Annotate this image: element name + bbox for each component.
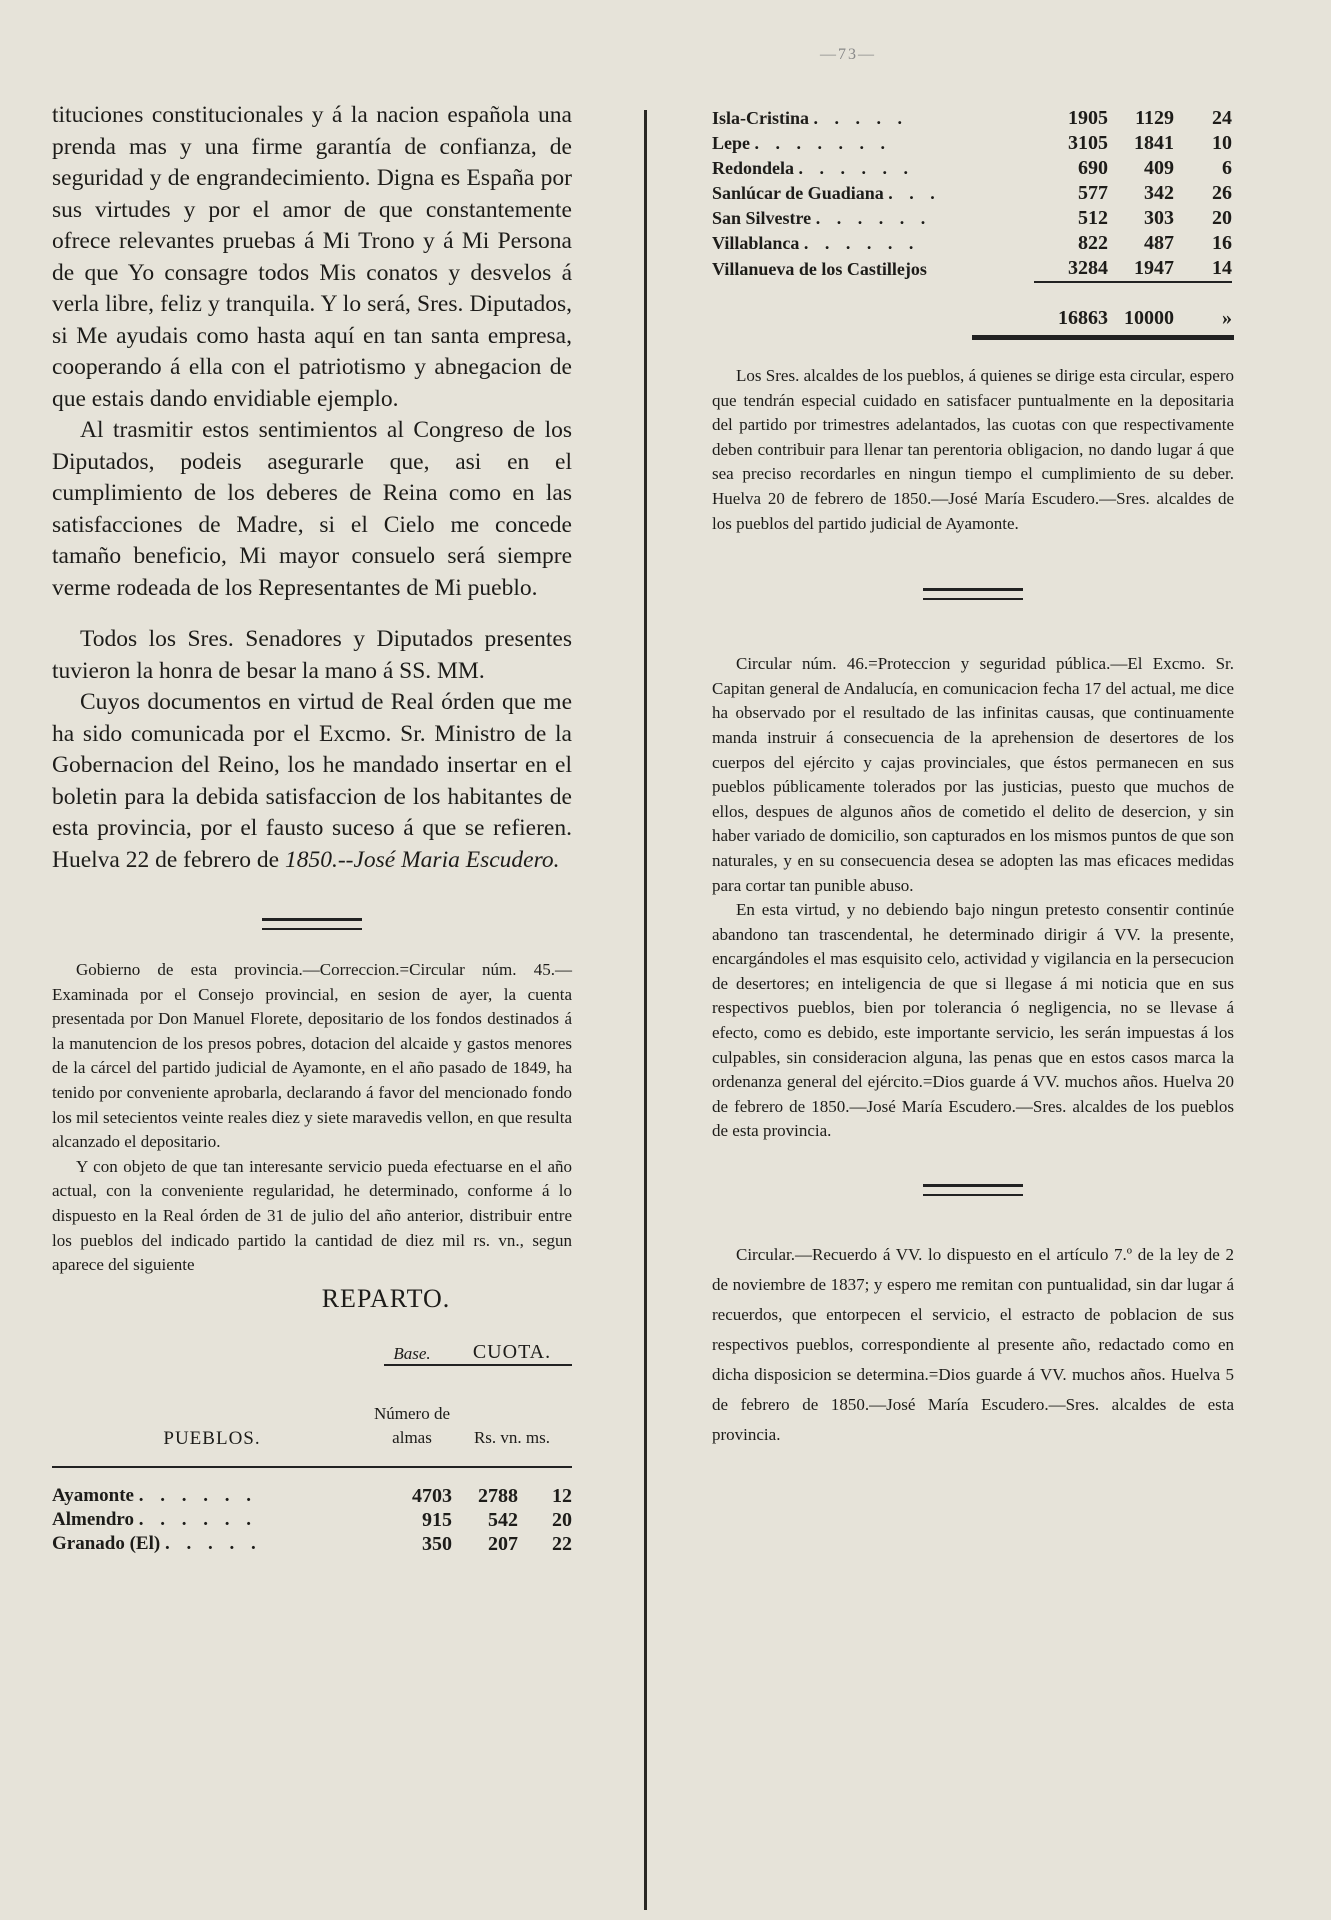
circular-cuotas: Los Sres. alcaldes de los pueblos, á quienes se dirige esta circular, espero que tendrán especial cuidado en satisfacer puntualmente en la depositaria del partido por trimestres adelantados, las cuotas con que respectivamente deben contribuir para llenar tan perentoria obligacion, no dando lugar á que sea preciso recordarles en ningun tiempo el cumplimiento de su deber. Huelva 20 de febrero de 1850.—José María Escudero.—Sres. alcaldes de los pueblos del partido judicial de Ayamonte.: [712, 366, 1234, 533]
almas-value: 1905: [1068, 107, 1108, 129]
header-pueblos: PUEBLOS.: [163, 1427, 261, 1449]
real-orden-text: Cuyos documentos en virtud de Real órden que me ha sido comunicada por el Excmo. Sr. Ministro de la Gobernacion del Reino, los he mandado insertar en el boletin para la debida satisfaccion de los habitantes de esta provincia, por el fausto suceso á que se refieren. Huelva 22 de febrero de: [52, 689, 572, 873]
section-separator: [923, 1184, 1023, 1196]
table-row: Granado (El) . . . . . 350 207 22: [52, 1532, 572, 1555]
circular-45: Gobierno de esta provincia.—Correccion.=Circular núm. 45.—Examinada por el Consejo provincial, en sesion de ayer, la cuenta presentada por Don Manuel Florete, depositario de los fondos destinados á la manutencion de los presos pobres, dotacion del alcaide y gastos menores de la cárcel del partido judicial de Ayamonte, en el año pasado de 1849, ha tenido por conveniente aprobarla, declarando á favor del mencionado fondo los mil setecientos veinte reales diez y siete maravedis vellon, en que resulta alcanzado el depositario.: [52, 960, 572, 1152]
rs-value: 1129: [1135, 107, 1174, 129]
reparto-table-continued: [712, 106, 1232, 331]
ms-value: 10: [1212, 132, 1232, 154]
ms-value: 12: [552, 1484, 572, 1507]
rs-value: 1841: [1134, 132, 1174, 154]
reparto-table: [52, 1324, 572, 1556]
header-numero-almas: Número de almas: [373, 1403, 450, 1447]
almas-value: 822: [1078, 232, 1108, 254]
right-column: [712, 106, 1234, 1450]
circular-estracto: Circular.—Recuerdo á VV. lo dispuesto en el artículo 7.º de la ley de 2 de noviembre de 1837; y espero me remitan con puntualidad, sin dar lugar á recuerdos, que entorpecen el servicio, el estracto de poblacion de sus respectivos pueblos, correspondiente al presente año, redactado como en dicha disposicion se determina.=Dios guarde á VV. muchos años. Huelva 5 de febrero de 1850.—José María Escudero.—Sres. alcaldes de esta provincia.: [712, 1245, 1234, 1445]
table-row: Sanlúcar de Guadiana . . . 577 342 26: [712, 182, 1232, 204]
pueblo-name: Isla-Cristina: [712, 108, 810, 128]
section-separator: [923, 588, 1023, 600]
table-row: San Silvestre . . . . . . 512 303 20: [712, 207, 1232, 229]
almas-value: 690: [1078, 157, 1108, 179]
ms-value: 22: [552, 1532, 572, 1555]
ms-value: 6: [1222, 157, 1232, 179]
pueblo-name: Sanlúcar de Guadiana: [712, 183, 884, 203]
rs-value: 303: [1144, 207, 1174, 229]
paragraph-real-orden: [52, 687, 572, 876]
table-row: Lepe . . . . . . . 3105 1841 10: [712, 132, 1232, 154]
rs-value: 1947: [1134, 257, 1174, 279]
almas-value: 915: [422, 1508, 452, 1531]
pueblo-name: Ayamonte: [52, 1484, 134, 1506]
paragraph-speech-end: tituciones constitucionales y á la nacion española una prenda mas y una firme garantía de confianza, de seguridad y de engrandecimiento. Digna es España por sus virtudes y por el amor de que constantemente ofrece relevantes pruebas á Mi Trono y á Mi Persona de que Yo consagre todos Mis conatos y desvelos á verla libre, feliz y tranquila. Y lo será, Sres. Diputados, si Me ayudais como hasta aquí en tan santa empresa, cooperando á ella con el patriotismo y abnegacion de que estais dando envidiable ejemplo.: [52, 102, 572, 412]
table-row: [712, 256, 1232, 282]
table-row: Almendro . . . . . . 915 542 20: [52, 1508, 572, 1531]
rs-value: 342: [1144, 182, 1174, 204]
pueblo-name: San Silvestre: [712, 208, 812, 228]
header-cuota: CUOTA.: [472, 1340, 552, 1363]
table-row: Villablanca . . . . . . 822 487 16: [712, 232, 1232, 254]
almas-value: 350: [422, 1532, 452, 1555]
rs-value: 2788: [478, 1484, 518, 1507]
ms-value: 16: [1212, 232, 1232, 254]
table-row: Ayamonte . . . . . . 4703 2788 12: [52, 1484, 572, 1507]
almas-value: 4703: [412, 1484, 452, 1507]
reparto-title: REPARTO.: [321, 1283, 451, 1313]
paragraph-congreso: Al trasmitir estos sentimientos al Congreso de los Diputados, podeis asegurarle que, asi en el cumplimiento de los deberes de Reina como en las satisfacciones de Madre, si el Cielo me concede tamaño beneficio, Mi mayor consuelo será siempre verme rodeada de los Representantes de Mi pueblo.: [52, 417, 572, 601]
circular-46: Circular núm. 46.=Proteccion y seguridad pública.—El Excmo. Sr. Capitan general de Andalucía, en comunicacion fecha 17 del actual, me dice ha observado por el resultado de las infinitas causas, que continuamente manda instruir á consecuencia de la aprehension de desertores de los cuerpos del ejército y cajas provinciales, que éstos permanecen en sus pueblos públicamente tolerados por las justicias, puesto que muchos de ellos, despues de algunos años de cometido el delito de desercion, y sin haber variado de domicilio, son capturados en los mismos puntos de que son naturales, y en su consecuencia desea se adopten las mas eficaces medidas para cortar tan punible abuso.: [712, 654, 1234, 895]
paragraph-besamanos: Todos los Sres. Senadores y Diputados presentes tuvieron la honra de besar la mano á SS. MM.: [52, 626, 572, 684]
almas-value: 3284: [1068, 257, 1108, 279]
section-separator: [262, 918, 362, 930]
pueblo-name: Villablanca: [712, 233, 800, 253]
pueblo-name: Lepe: [712, 133, 750, 153]
rs-value: 207: [488, 1532, 518, 1555]
ms-value: 14: [1212, 257, 1232, 279]
total-rs: 10000: [1124, 307, 1174, 329]
header-base: Base.: [393, 1343, 431, 1363]
pueblo-name: Villanueva de los Castillejos: [712, 258, 927, 279]
ms-value: 20: [552, 1508, 572, 1531]
rs-value: 542: [488, 1508, 518, 1531]
total-row: [712, 294, 1232, 331]
table-row: Redondela . . . . . . 690 409 6: [712, 157, 1232, 179]
total-underline: [972, 335, 1234, 340]
ms-value: 20: [1212, 207, 1232, 229]
page-number: —73—: [820, 46, 876, 63]
rs-value: 487: [1144, 232, 1174, 254]
pueblo-name: Granado (El): [52, 1532, 161, 1554]
pueblo-name: Almendro: [52, 1508, 134, 1530]
header-rs-vn: Rs. vn. ms.: [473, 1427, 551, 1447]
total-almas: 16863: [1058, 307, 1108, 329]
almas-value: 577: [1078, 182, 1108, 204]
column-divider: [644, 110, 647, 1910]
circular-45-continued: Y con objeto de que tan interesante servicio pueda efectuarse en el año actual, con la conveniente regularidad, he determinado, conforme á lo dispuesto en la Real órden de 31 de julio del año anterior, distribuir entre los pueblos del indicado partido la cantidad de diez mil rs. vn., segun aparece del siguiente: [52, 1156, 572, 1275]
circular-46-continued: En esta virtud, y no debiendo bajo ningun pretesto consentir continúe abandono tan trascendental, he determinado dirigir á VV. la presente, encargándoles el mas esquisito celo, actividad y vigilancia en la persecucion de desertores; en inteligencia de que si llegase á mi noticia que en sus respectivos pueblos, bien por tolerancia ó negligencia, no se llevase á efecto, como es debido, este importante servicio, les serán impuestas á los culpables, sin consideracion alguna, las penas que en estos casos marca la ordenanza general del ejército.=Dios guarde á VV. muchos años. Huelva 20 de febrero de 1850.—José María Escudero.—Sres. alcaldes de los pueblos de esta provincia.: [712, 900, 1234, 1141]
pueblo-name: Redondela: [712, 158, 795, 178]
ms-value: 26: [1212, 182, 1232, 204]
almas-value: 3105: [1068, 132, 1108, 154]
table-row: Isla-Cristina . . . . . 1905 1129 24: [712, 107, 1232, 129]
total-ms: »: [1222, 307, 1232, 329]
signature: 1850.--José Maria Escudero.: [284, 846, 560, 873]
left-column: [52, 100, 572, 1556]
almas-value: 512: [1078, 207, 1108, 229]
ms-value: 24: [1212, 107, 1232, 129]
rs-value: 409: [1144, 157, 1174, 179]
